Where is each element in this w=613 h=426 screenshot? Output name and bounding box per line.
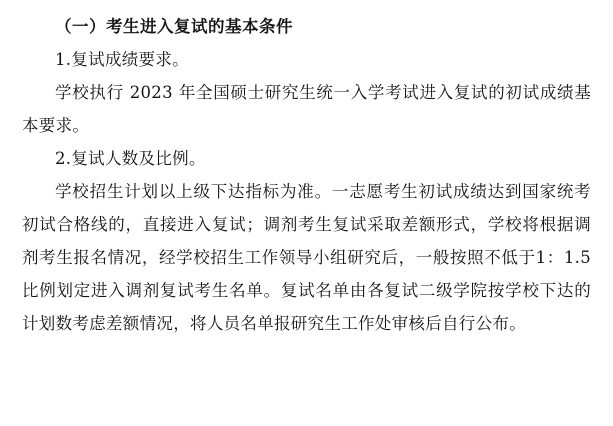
section-heading: （一）考生进入复试的基本条件 [55,17,293,36]
item-1-title: 1.复试成绩要求。 [55,50,189,69]
item-2-title: 2.复试人数及比例。 [55,149,206,168]
item-2-body: 学校招生计划以上级下达指标为准。一志愿考生初试成绩达到国家统考初试合格线的，直接进入复试；调剂考生复试采取差额形式，学校将根据调剂考生报名情况，经学校招生工作领导小组研究后，一般按照不低于1：1.5 比例划定进入调剂复试考生名单。复试名单由各复试二级学院按学校下达的计划数考虑差额情况，将人员名单报研究生工作处审核后自行公布。 [22,182,591,333]
item-1-body: 学校执行 2023 年全国硕士研究生统一入学考试进入复试的初试成绩基本要求。 [22,83,591,135]
